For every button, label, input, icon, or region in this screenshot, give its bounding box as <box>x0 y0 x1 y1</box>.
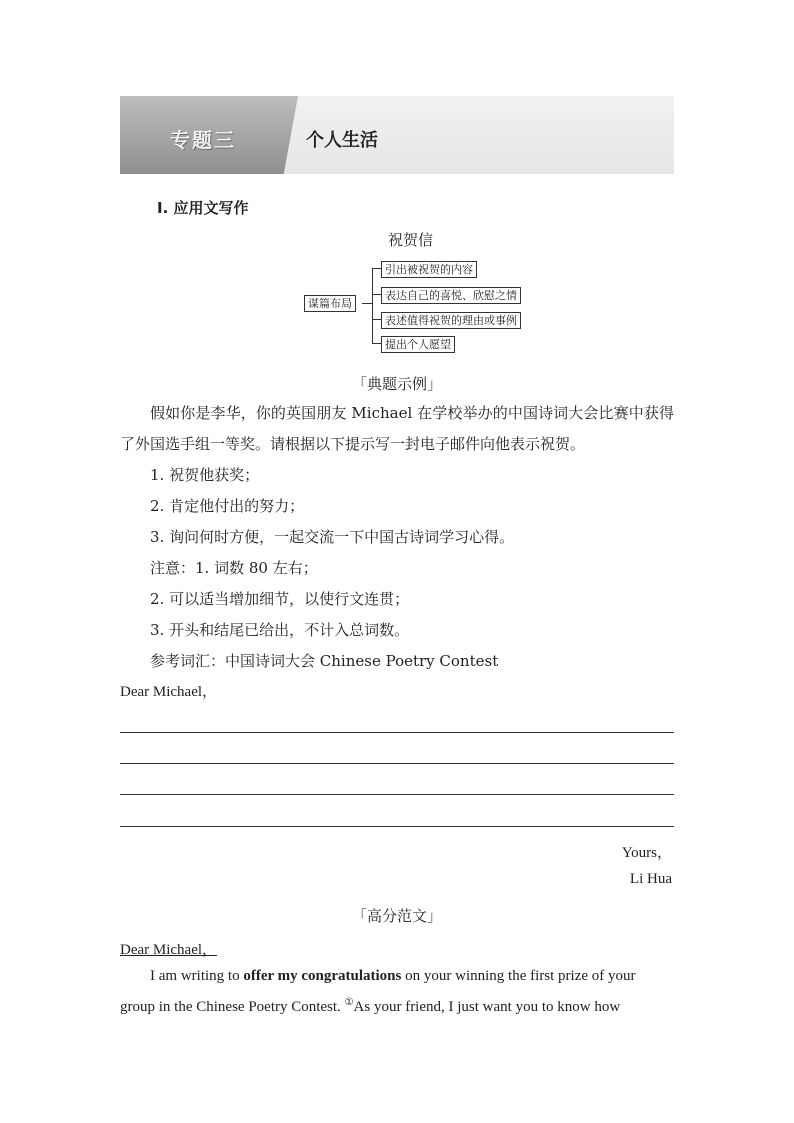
chapter-banner <box>120 96 674 174</box>
model-text: on your winning the first prize of your <box>401 968 636 984</box>
model-text: group in the Chinese Poetry Contest. <box>120 999 345 1015</box>
diagram-title: 祝贺信 <box>388 231 434 249</box>
diagram-connector <box>372 294 381 295</box>
diagram-branch: 表达自己的喜悦、欣慰之情 <box>381 287 521 304</box>
diagram-branch: 提出个人愿望 <box>381 336 455 353</box>
template-salutation: Dear Michael， <box>120 684 218 700</box>
writing-line <box>120 732 674 733</box>
model-line <box>120 997 620 1016</box>
reference-vocab: 参考词汇：中国诗词大会 Chinese Poetry Contest <box>150 652 499 670</box>
template-closing: Yours， <box>621 845 672 861</box>
diagram-connector <box>372 268 381 269</box>
template-signature: Li Hua <box>629 871 672 887</box>
chapter-number: 专题三 <box>170 128 236 152</box>
task-point: 1. 祝贺他获奖； <box>150 466 260 484</box>
task-note: 3. 开头和结尾已给出，不计入总词数。 <box>150 621 410 639</box>
diagram-root: 谋篇布局 <box>304 295 356 312</box>
writing-line <box>120 794 674 795</box>
model-line <box>150 968 636 985</box>
task-intro: 假如你是李华，你的英国朋友 Michael 在学校举办的中国诗词大会比赛中获得了外国选手组一等奖。请根据以下提示写一封电子邮件向他表示祝贺。 <box>120 404 674 453</box>
sentence-marker: ① <box>344 997 354 1008</box>
diagram-connector <box>372 319 381 320</box>
diagram-spine <box>372 268 373 344</box>
example-heading: 「典题示例」 <box>351 375 442 393</box>
model-text: I am writing to <box>150 968 244 984</box>
diagram-branch: 引出被祝贺的内容 <box>381 261 477 278</box>
diagram-connector <box>362 303 372 304</box>
diagram-connector <box>372 343 381 344</box>
task-point: 2. 肯定他付出的努力； <box>150 497 305 515</box>
model-text: As your friend, I just want you to know how <box>353 999 621 1015</box>
task-note: 2. 可以适当增加细节，以使行文连贯； <box>150 590 410 608</box>
diagram-branch: 表述值得祝贺的理由或事例 <box>381 312 521 329</box>
section-heading: Ⅰ. 应用文写作 <box>157 199 249 217</box>
writing-line <box>120 826 674 827</box>
task-point: 3. 询问何时方便，一起交流一下中国古诗词学习心得。 <box>150 528 515 546</box>
model-heading: 「高分范文」 <box>351 907 442 925</box>
task-note: 注意：1. 词数 80 左右； <box>150 559 318 577</box>
writing-line <box>120 763 674 764</box>
chapter-title: 个人生活 <box>306 130 378 151</box>
model-salutation: Dear Michael， <box>120 942 218 958</box>
model-highlight: offer my congratulations <box>243 968 402 984</box>
